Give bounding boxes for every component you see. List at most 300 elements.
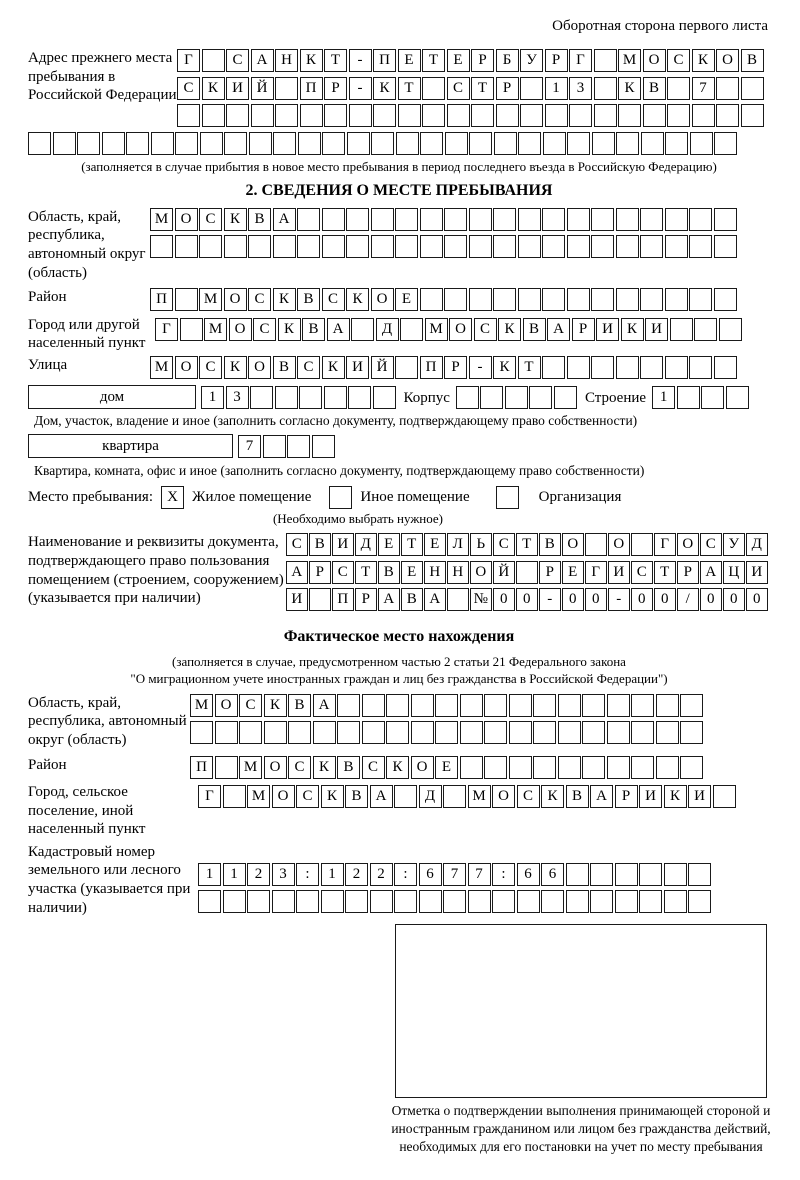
char-cell: Т: [654, 561, 676, 584]
korpus-cells: [456, 386, 577, 409]
char-cell: [665, 132, 688, 155]
char-cell: [567, 288, 590, 311]
char-cell: [667, 77, 690, 100]
char-cell: [287, 435, 310, 458]
char-cell: [150, 235, 173, 258]
char-cell: Д: [419, 785, 442, 808]
char-cell: Г: [155, 318, 178, 341]
char-cell: [346, 235, 369, 258]
apartment-note: Квартира, комната, офис и иное (заполнить согласно документу, подтверждающему право собственности): [34, 463, 645, 478]
document-rows: [286, 533, 768, 616]
actual-region-rows: [190, 694, 703, 749]
char-cell: Д: [376, 318, 399, 341]
char-cell: М: [150, 208, 173, 231]
char-cell: П: [420, 356, 443, 379]
char-cell: К: [386, 756, 409, 779]
document-row-3: [286, 588, 768, 611]
char-cell: 7: [692, 77, 715, 100]
char-cell: П: [150, 288, 173, 311]
char-cell: [322, 235, 345, 258]
char-cell: К: [224, 356, 247, 379]
char-cell: [337, 694, 360, 717]
district-row: [150, 288, 737, 311]
city-row: [155, 318, 742, 341]
char-cell: В: [309, 533, 331, 556]
char-cell: [422, 104, 445, 127]
char-cell: [716, 104, 739, 127]
char-cell: С: [474, 318, 497, 341]
char-cell: Т: [401, 533, 423, 556]
char-cell: 7: [238, 435, 261, 458]
char-cell: К: [278, 318, 301, 341]
char-cell: [460, 721, 483, 744]
char-cell: [520, 104, 543, 127]
char-cell: [690, 132, 713, 155]
char-cell: [680, 694, 703, 717]
char-cell: [223, 890, 246, 913]
char-cell: [585, 533, 607, 556]
char-cell: В: [273, 356, 296, 379]
char-cell: [324, 386, 347, 409]
char-cell: 0: [723, 588, 745, 611]
char-cell: [264, 721, 287, 744]
char-cell: [591, 208, 614, 231]
region-row-1: [150, 208, 737, 231]
residential-checkbox: X: [161, 486, 184, 509]
char-cell: Е: [435, 756, 458, 779]
char-cell: С: [322, 288, 345, 311]
char-cell: [533, 721, 556, 744]
char-cell: П: [373, 49, 396, 72]
actual-region-row-2: [190, 721, 703, 744]
char-cell: Р: [572, 318, 595, 341]
char-cell: [395, 235, 418, 258]
char-cell: П: [190, 756, 213, 779]
char-cell: К: [692, 49, 715, 72]
char-cell: [591, 235, 614, 258]
char-cell: [273, 235, 296, 258]
char-cell: [411, 721, 434, 744]
char-cell: 2: [370, 863, 393, 886]
prev-address-row-1: [177, 49, 764, 72]
char-cell: 0: [562, 588, 584, 611]
char-cell: Т: [422, 49, 445, 72]
char-cell: [518, 208, 541, 231]
char-cell: [688, 863, 711, 886]
char-cell: 0: [746, 588, 768, 611]
char-cell: [594, 77, 617, 100]
char-cell: [215, 721, 238, 744]
char-cell: П: [332, 588, 354, 611]
char-cell: [396, 132, 419, 155]
char-cell: В: [297, 288, 320, 311]
char-cell: [591, 288, 614, 311]
document-block: [28, 533, 770, 616]
char-cell: [312, 435, 335, 458]
char-cell: И: [688, 785, 711, 808]
char-cell: 0: [493, 588, 515, 611]
char-cell: [493, 235, 516, 258]
char-cell: Р: [444, 356, 467, 379]
char-cell: :: [492, 863, 515, 886]
char-cell: М: [190, 694, 213, 717]
char-cell: [656, 721, 679, 744]
document-label: Наименование и реквизиты документа, подтверждающего право пользования помещением (строением, сооружением) (указывается при наличии): [28, 534, 284, 607]
char-cell: Т: [516, 533, 538, 556]
char-cell: [590, 890, 613, 913]
char-cell: С: [517, 785, 540, 808]
char-cell: [272, 890, 295, 913]
stroenie-label: Строение: [584, 389, 647, 406]
char-cell: [631, 533, 653, 556]
district-block: [28, 288, 770, 316]
char-cell: К: [493, 356, 516, 379]
char-cell: [371, 235, 394, 258]
char-cell: [594, 104, 617, 127]
char-cell: [444, 235, 467, 258]
char-cell: [558, 721, 581, 744]
char-cell: [616, 356, 639, 379]
actual-location-title: Фактическое место нахождения: [283, 627, 515, 645]
char-cell: [53, 132, 76, 155]
char-cell: [616, 208, 639, 231]
char-cell: [594, 49, 617, 72]
char-cell: [542, 235, 565, 258]
char-cell: К: [300, 49, 323, 72]
char-cell: [566, 890, 589, 913]
char-cell: С: [296, 785, 319, 808]
char-cell: [639, 863, 662, 886]
char-cell: [616, 288, 639, 311]
char-cell: [346, 208, 369, 231]
char-cell: [688, 890, 711, 913]
prev-address-row-3: [177, 104, 764, 127]
char-cell: [175, 288, 198, 311]
char-cell: А: [378, 588, 400, 611]
char-cell: [670, 318, 693, 341]
actual-city-label: Город, сельское поселение, иной населенный пункт: [28, 784, 146, 838]
char-cell: К: [346, 288, 369, 311]
char-cell: [471, 104, 494, 127]
char-cell: [529, 386, 552, 409]
actual-region-label: Область, край, республика, автономный округ (область): [28, 694, 187, 748]
char-cell: [694, 318, 717, 341]
char-cell: [239, 721, 262, 744]
char-cell: И: [639, 785, 662, 808]
confirmation-stamp-caption: Отметка о подтверждении выполнения принимающей стороной и иностранным гражданином или лицом без гражданства действий, необходимых для его постановки на учет по месту пребывания: [391, 1102, 771, 1154]
cadastral-row-1: [198, 863, 711, 886]
region-label: Область, край, республика, автономный округ (область): [28, 208, 146, 281]
char-cell: [640, 235, 663, 258]
char-cell: [386, 721, 409, 744]
char-cell: [324, 104, 347, 127]
section2-title: 2. СВЕДЕНИЯ О МЕСТЕ ПРЕБЫВАНИЯ: [245, 181, 553, 199]
char-cell: В: [401, 588, 423, 611]
char-cell: [656, 694, 679, 717]
stay-type-note: (Необходимо выбрать нужное): [272, 510, 444, 526]
char-cell: [151, 132, 174, 155]
char-cell: [701, 386, 724, 409]
char-cell: [641, 132, 664, 155]
char-cell: [741, 77, 764, 100]
char-cell: Ц: [723, 561, 745, 584]
char-cell: [542, 356, 565, 379]
char-cell: [517, 890, 540, 913]
char-cell: О: [716, 49, 739, 72]
char-cell: [175, 235, 198, 258]
char-cell: [713, 785, 736, 808]
char-cell: [420, 132, 443, 155]
prev-address-label: Адрес прежнего места пребывания в Российской Федерации: [28, 50, 177, 104]
prev-address-block: [28, 49, 770, 132]
char-cell: /: [677, 588, 699, 611]
char-cell: Г: [654, 533, 676, 556]
other-premises-label: Иное помещение: [360, 488, 470, 505]
char-cell: Е: [562, 561, 584, 584]
cadastral-block: [28, 843, 770, 918]
char-cell: [615, 890, 638, 913]
char-cell: 0: [654, 588, 676, 611]
char-cell: [665, 288, 688, 311]
char-cell: С: [239, 694, 262, 717]
document-row-2: [286, 561, 768, 584]
char-cell: [224, 132, 247, 155]
char-cell: [443, 890, 466, 913]
char-cell: К: [618, 77, 641, 100]
prev-address-rows: [177, 49, 764, 132]
char-cell: [543, 132, 566, 155]
prev-address-row-4: [28, 132, 770, 155]
char-cell: [640, 208, 663, 231]
char-cell: В: [741, 49, 764, 72]
char-cell: [371, 208, 394, 231]
char-cell: [716, 77, 739, 100]
char-cell: Р: [324, 77, 347, 100]
char-cell: [400, 318, 423, 341]
char-cell: М: [239, 756, 262, 779]
char-cell: И: [608, 561, 630, 584]
char-cell: [28, 132, 51, 155]
char-cell: Й: [493, 561, 515, 584]
char-cell: [435, 694, 458, 717]
char-cell: [592, 132, 615, 155]
char-cell: Р: [309, 561, 331, 584]
char-cell: [569, 104, 592, 127]
char-cell: [200, 132, 223, 155]
street-label: Улица: [28, 356, 68, 373]
char-cell: Р: [545, 49, 568, 72]
char-cell: С: [332, 561, 354, 584]
char-cell: А: [547, 318, 570, 341]
char-cell: С: [286, 533, 308, 556]
char-cell: 3: [569, 77, 592, 100]
char-cell: [298, 132, 321, 155]
char-cell: [351, 318, 374, 341]
char-cell: У: [723, 533, 745, 556]
street-block: [28, 356, 770, 384]
char-cell: С: [362, 756, 385, 779]
char-cell: А: [251, 49, 274, 72]
char-cell: Т: [471, 77, 494, 100]
char-cell: О: [371, 288, 394, 311]
char-cell: [505, 386, 528, 409]
char-cell: 2: [247, 863, 270, 886]
char-cell: 6: [517, 863, 540, 886]
char-cell: [567, 356, 590, 379]
char-cell: [395, 356, 418, 379]
char-cell: Й: [251, 77, 274, 100]
char-cell: [533, 694, 556, 717]
char-cell: [643, 104, 666, 127]
char-cell: О: [562, 533, 584, 556]
char-cell: [607, 756, 630, 779]
char-cell: Е: [398, 49, 421, 72]
char-cell: Т: [324, 49, 347, 72]
char-cell: [420, 288, 443, 311]
char-cell: [680, 756, 703, 779]
char-cell: [480, 386, 503, 409]
char-cell: [175, 132, 198, 155]
char-cell: Ь: [470, 533, 492, 556]
char-cell: К: [664, 785, 687, 808]
char-cell: О: [229, 318, 252, 341]
char-cell: [542, 208, 565, 231]
char-cell: [516, 561, 538, 584]
char-cell: [665, 356, 688, 379]
stay-type-row: [28, 486, 770, 509]
char-cell: [102, 132, 125, 155]
char-cell: О: [215, 694, 238, 717]
char-cell: Г: [177, 49, 200, 72]
char-cell: [447, 588, 469, 611]
other-premises-checkbox: [329, 486, 352, 509]
char-cell: А: [313, 694, 336, 717]
char-cell: С: [248, 288, 271, 311]
char-cell: [447, 104, 470, 127]
char-cell: [373, 386, 396, 409]
char-cell: У: [520, 49, 543, 72]
char-cell: С: [199, 356, 222, 379]
char-cell: К: [273, 288, 296, 311]
char-cell: [607, 694, 630, 717]
char-cell: [394, 890, 417, 913]
char-cell: [322, 208, 345, 231]
char-cell: 1: [321, 863, 344, 886]
char-cell: Т: [355, 561, 377, 584]
char-cell: [567, 132, 590, 155]
char-cell: [714, 288, 737, 311]
actual-city-row: [198, 785, 736, 808]
char-cell: [518, 235, 541, 258]
char-cell: [420, 208, 443, 231]
char-cell: О: [643, 49, 666, 72]
char-cell: В: [248, 208, 271, 231]
char-cell: -: [349, 49, 372, 72]
char-cell: [386, 694, 409, 717]
char-cell: [692, 104, 715, 127]
char-cell: И: [746, 561, 768, 584]
char-cell: [664, 890, 687, 913]
residential-label: Жилое помещение: [192, 488, 312, 505]
char-cell: 1: [545, 77, 568, 100]
char-cell: [591, 356, 614, 379]
char-cell: [337, 721, 360, 744]
char-cell: И: [645, 318, 668, 341]
char-cell: [224, 235, 247, 258]
char-cell: [322, 132, 345, 155]
char-cell: -: [349, 77, 372, 100]
char-cell: [714, 356, 737, 379]
char-cell: Н: [275, 49, 298, 72]
char-cell: О: [264, 756, 287, 779]
char-cell: Р: [539, 561, 561, 584]
char-cell: [177, 104, 200, 127]
char-cell: [456, 386, 479, 409]
char-cell: [297, 208, 320, 231]
char-cell: Т: [518, 356, 541, 379]
char-cell: [347, 132, 370, 155]
char-cell: [545, 104, 568, 127]
char-cell: К: [264, 694, 287, 717]
char-cell: Б: [496, 49, 519, 72]
char-cell: С: [199, 208, 222, 231]
char-cell: А: [700, 561, 722, 584]
house-type-box: дом: [28, 385, 196, 409]
char-cell: 0: [631, 588, 653, 611]
char-cell: Р: [471, 49, 494, 72]
actual-region-block: [28, 694, 770, 750]
char-cell: [469, 235, 492, 258]
actual-district-block: [28, 756, 770, 784]
char-cell: О: [470, 561, 492, 584]
char-cell: [493, 208, 516, 231]
char-cell: [198, 890, 221, 913]
char-cell: [215, 756, 238, 779]
char-cell: [250, 386, 273, 409]
char-cell: О: [608, 533, 630, 556]
char-cell: К: [224, 208, 247, 231]
char-cell: [582, 721, 605, 744]
char-cell: В: [337, 756, 360, 779]
char-cell: И: [346, 356, 369, 379]
organization-label: Организация: [538, 488, 622, 505]
char-cell: А: [273, 208, 296, 231]
char-cell: [349, 104, 372, 127]
char-cell: 6: [541, 863, 564, 886]
char-cell: [590, 863, 613, 886]
char-cell: -: [469, 356, 492, 379]
char-cell: [677, 386, 700, 409]
char-cell: [689, 235, 712, 258]
char-cell: Р: [496, 77, 519, 100]
char-cell: [202, 49, 225, 72]
char-cell: [639, 890, 662, 913]
char-cell: [275, 104, 298, 127]
char-cell: О: [492, 785, 515, 808]
char-cell: Р: [677, 561, 699, 584]
house-number-cells: [201, 386, 396, 409]
char-cell: 7: [443, 863, 466, 886]
char-cell: [288, 721, 311, 744]
char-cell: [567, 235, 590, 258]
district-label: Район: [28, 289, 67, 306]
apartment-type-box: квартира: [28, 434, 233, 458]
char-cell: [582, 756, 605, 779]
char-cell: И: [332, 533, 354, 556]
char-cell: 0: [585, 588, 607, 611]
char-cell: [680, 721, 703, 744]
char-cell: [190, 721, 213, 744]
